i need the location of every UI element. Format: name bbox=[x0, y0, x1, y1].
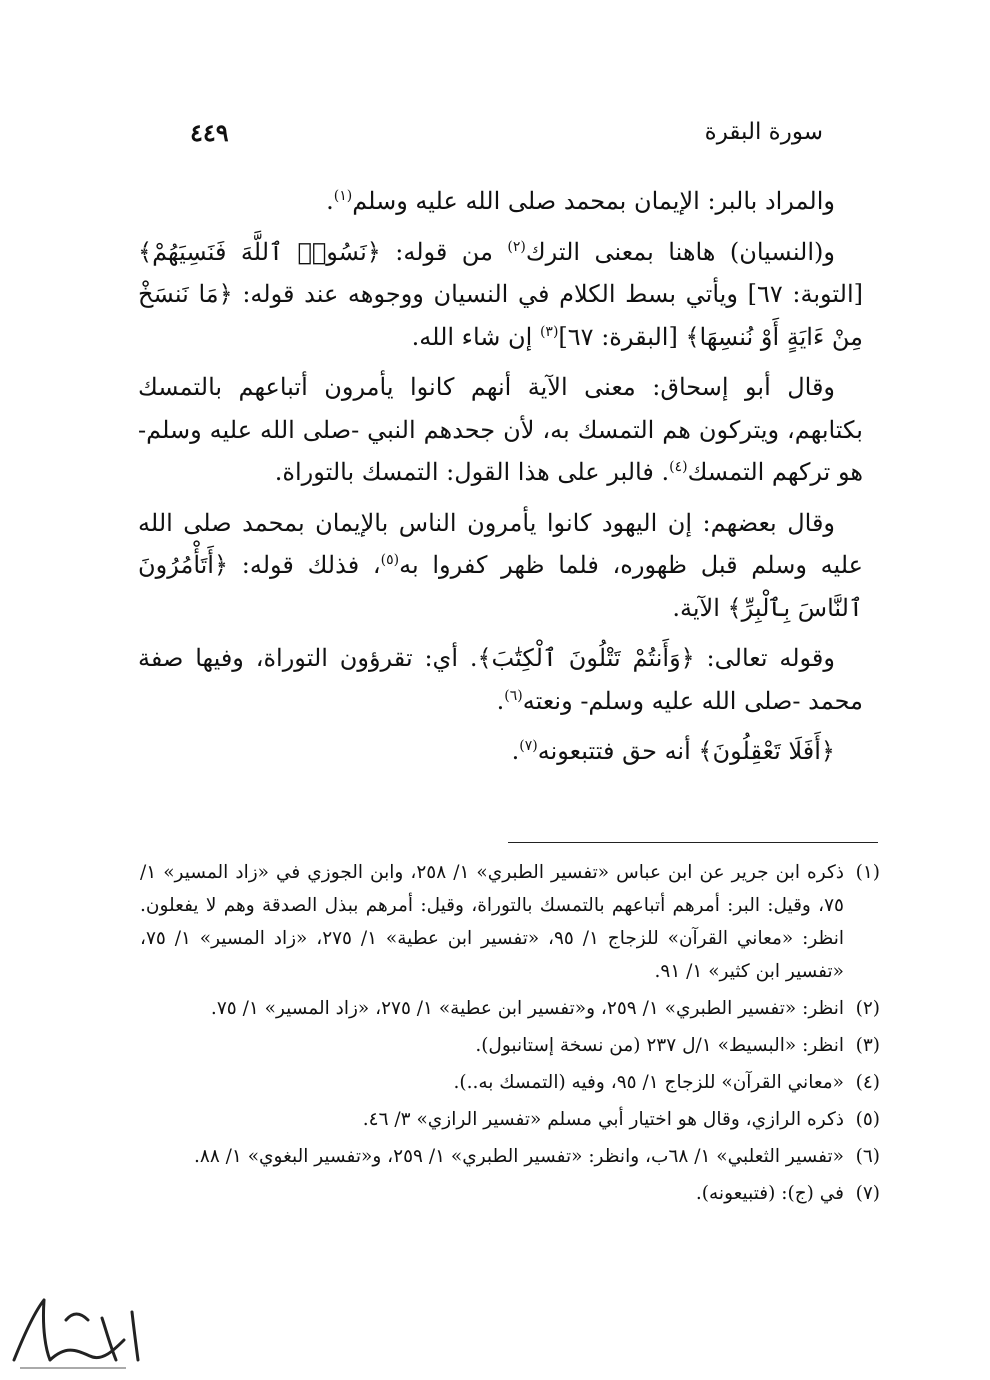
paragraph-4 bbox=[138, 502, 863, 630]
paragraph-1 bbox=[138, 180, 863, 223]
footnote-text: «معاني القرآن» للزجاج ١/ ٩٥، وفيه (التمسك به..). bbox=[453, 1072, 844, 1093]
paragraph-text: والمراد بالبر: الإيمان بمحمد صلى الله عليه وسلم bbox=[352, 187, 835, 215]
footnote-item bbox=[140, 1066, 880, 1099]
footnote-text: انظر: «البسيط» ١/ل ٢٣٧ (من نسخة إستانبول). bbox=[475, 1035, 844, 1056]
footnote-text: «تفسير الثعلبي» ١/ ٦٨ب، وانظر: «تفسير الطبري» ١/ ٢٥٩، و«تفسير البغوي» ١/ ٨٨. bbox=[194, 1146, 844, 1167]
footnote-item bbox=[140, 1029, 880, 1062]
publisher-logo bbox=[6, 1290, 151, 1375]
footnote-text: انظر: «تفسير الطبري» ١/ ٢٥٩، و«تفسير ابن عطية» ١/ ٢٧٥، «زاد المسير» ١/ ٧٥. bbox=[210, 998, 844, 1019]
footnote-item bbox=[140, 1103, 880, 1136]
paragraph-text: وقوله تعالى: ﴿وَأَنتُمْ تَتْلُونَ ٱلْكِتَٰبَ﴾. أي: تقرؤون التوراة، وفيها صفة محمد -صلى الله عليه وسلم- ونعته bbox=[138, 644, 863, 715]
footnote-number: (٤) bbox=[855, 1072, 880, 1093]
footnote-ref-5[interactable]: (٥) bbox=[380, 552, 400, 568]
footnote-ref-6[interactable]: (٦) bbox=[504, 687, 523, 704]
footnote-item bbox=[140, 1140, 880, 1173]
paragraph-text: من قوله: ﴿نَسُوا۟ ٱللَّهَ فَنَسِيَهُمْ﴾ [التوبة: ٦٧] ويأتي بسط الكلام في النسيان ووجوهه عند قوله: ﴿مَا نَنسَخْ مِنْ ءَايَةٍ أَوْ نُنسِهَا﴾ [البقرة: ٦٧] bbox=[138, 237, 863, 351]
paragraph-3 bbox=[138, 366, 863, 494]
paragraph-text: . bbox=[511, 737, 520, 765]
main-text bbox=[138, 180, 863, 781]
paragraph-text: . bbox=[326, 187, 334, 215]
paragraph-5 bbox=[138, 637, 863, 722]
paragraph-text: وقال بعضهم: إن اليهود كانوا يأمرون الناس بالإيمان بمحمد صلى الله عليه وسلم قبل ظهوره، فلما ظهر كفروا به bbox=[138, 508, 863, 579]
paragraph-text: ﴿أَفَلَا تَعْقِلُونَ﴾ أنه حق فتتبعونه bbox=[537, 737, 835, 765]
page-number: ٤٤٩ bbox=[190, 117, 229, 147]
footnote-number: (٢) bbox=[855, 998, 880, 1019]
paragraph-text: وقال أبو إسحاق: معنى الآية أنهم كانوا يأمرون أتباعهم بالتمسك بكتابهم، ويتركون هم التمسك به، لأن جحدهم النبي -صلى الله عليه وسلم- هو تركهم التمسك bbox=[138, 373, 863, 486]
paragraph-text: إن شاء الله. bbox=[411, 322, 540, 351]
footnote-ref-3[interactable]: (٣) bbox=[539, 323, 559, 340]
footnote-divider bbox=[508, 842, 878, 843]
surah-title: سورة البقرة bbox=[704, 119, 823, 145]
paragraph-text: . فالبر على هذا القول: التمسك بالتوراة. bbox=[274, 458, 670, 486]
footnote-item bbox=[140, 992, 880, 1025]
footnote-item bbox=[140, 1177, 880, 1210]
footnotes bbox=[140, 856, 880, 1214]
footnote-number: (٦) bbox=[855, 1146, 880, 1167]
footnote-ref-2[interactable]: (٢) bbox=[507, 238, 526, 255]
footnote-number: (٥) bbox=[855, 1109, 880, 1130]
footnote-item bbox=[140, 856, 880, 988]
paragraph-text: . bbox=[496, 686, 505, 715]
footnote-number: (٧) bbox=[855, 1183, 880, 1204]
paragraph-2 bbox=[138, 231, 863, 359]
footnote-text: ذكره ابن جرير عن ابن عباس «تفسير الطبري» ١/ ٢٥٨، وابن الجوزي في «زاد المسير» ١/ ٧٥، وقيل: البر: أمرهم أتباعهم بالتمسك بالتوراة، وقيل: أمرهم ببذل الصدقة وهم لا يفعلون. انظر: «معاني القرآن» للزجاج ١/ ٩٥، «تفسير ابن عطية» ١/ ٢٧٥، «زاد المسير» ١/ ٧٥، «تفسير ابن كثير» ١/ ٩١. bbox=[140, 862, 845, 982]
footnote-number: (١) bbox=[855, 862, 880, 883]
paragraph-text: و(النسيان) هاهنا بمعنى الترك bbox=[525, 237, 835, 266]
footnote-text: في (ج): (فتبيعونه). bbox=[695, 1183, 844, 1204]
paragraph-6 bbox=[138, 730, 863, 773]
footnote-number: (٣) bbox=[855, 1035, 880, 1056]
paragraph-text: ، فذلك قوله: ﴿أَتَأْمُرُونَ ٱلنَّاسَ بِٱلْبِرِّ﴾ الآية. bbox=[138, 551, 863, 622]
footnote-ref-4[interactable]: (٤) bbox=[669, 459, 688, 475]
footnote-ref-1[interactable]: (١) bbox=[333, 188, 353, 204]
page-header bbox=[190, 112, 823, 152]
footnote-ref-7[interactable]: (٧) bbox=[519, 738, 538, 754]
footnote-text: ذكره الرازي، وقال هو اختيار أبي مسلم «تفسير الرازي» ٣/ ٤٦. bbox=[362, 1109, 844, 1130]
